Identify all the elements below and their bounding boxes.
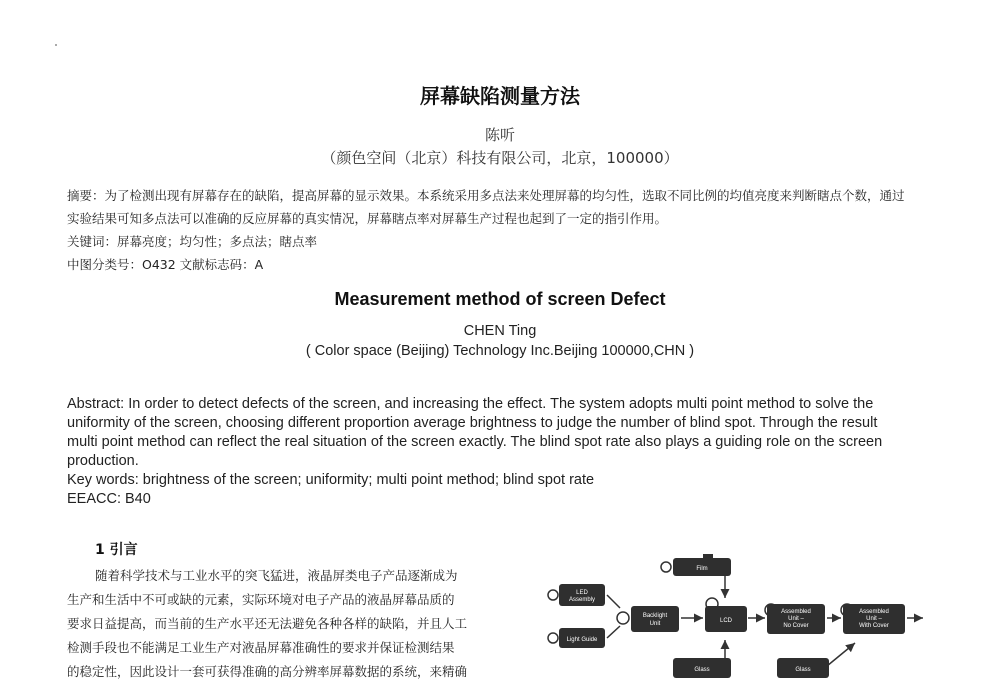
- diagram-node-glass-1: [673, 658, 731, 678]
- diagram-node-assembled-with-cover: [841, 604, 905, 634]
- glass-1-label: Glass: [694, 667, 710, 673]
- svg-text:Backlight: Backlight: [642, 613, 668, 619]
- svg-text:Unit –: Unit –: [788, 616, 804, 622]
- assembly-flow-diagram: [545, 548, 930, 681]
- english-title: Measurement method of screen Defect: [334, 289, 666, 309]
- english-abstract-line-1: Abstract: In order to detect defects of the screen, and increasing the effect. The system adopts multi point method to solve the: [67, 396, 874, 412]
- intro-line-5: 的稳定性，因此设计一套可获得准确的高分辨率屏幕数据的系统，来精确: [67, 664, 468, 679]
- english-abstract-line-4: production.: [67, 453, 139, 469]
- intro-line-3: 要求日益提高，而当前的生产水平还无法避免各种各样的缺陷，并且人工: [67, 616, 468, 631]
- scan-speck: [55, 44, 57, 46]
- film-label: Film: [696, 566, 708, 572]
- chinese-affiliation: （颜色空间（北京）科技有限公司，北京，100000）: [321, 149, 679, 167]
- english-author: CHEN Ting: [463, 323, 537, 339]
- intro-line-2: 生产和生活中不可或缺的元素，实际环境对电子产品的液晶屏幕品质的: [67, 592, 455, 607]
- diagram-node-light-guide: [548, 628, 605, 648]
- chinese-classification: 中图分类号：O432 文献标志码：A: [67, 257, 264, 272]
- intro-line-4: 检测手段也不能满足工业生产对液晶屏幕准确性的要求并保证检测结果: [67, 640, 455, 655]
- chinese-abstract-line-1: 摘要：为了检测出现有屏幕存在的缺陷，提高屏幕的显示效果。本系统采用多点法来处理屏幕的均匀性，选取不同比例的均值亮度来判断瞎点个数，通过: [67, 188, 905, 203]
- svg-text:Unit: Unit: [649, 621, 661, 627]
- svg-text:Assembly: Assembly: [568, 597, 596, 603]
- svg-text:Assembled: Assembled: [859, 609, 889, 615]
- diagram-node-film: [661, 554, 731, 576]
- english-keywords: Key words: brightness of the screen; uniformity; multi point method; blind spot rate: [67, 472, 595, 488]
- lcd-label: LCD: [719, 618, 733, 624]
- chinese-abstract-line-2: 实验结果可知多点法可以准确的反应屏幕的真实情况，屏幕瞎点率对屏幕生产过程也起到了一定的指引作用。: [67, 211, 668, 226]
- english-abstract-line-2: uniformity of the screen, choosing different proportion average brightness to judge the number of blind spot. Through the result: [67, 415, 878, 431]
- english-eeacc: EEACC: B40: [67, 491, 151, 507]
- english-affiliation: ( Color space (Beijing) Technology Inc.Beijing 100000,CHN ): [305, 343, 695, 359]
- svg-text:Assembled: Assembled: [781, 609, 811, 615]
- chinese-title: 屏幕缺陷测量方法: [420, 84, 580, 108]
- led-assembly-label: LED: [576, 590, 588, 596]
- diagram-node-backlight-unit: [617, 606, 679, 632]
- glass-2-label: Glass: [795, 667, 811, 673]
- english-abstract-line-3: multi point method can reflect the real situation of the screen exactly. The blind spot rate also plays a guiding role on the screen: [67, 434, 883, 450]
- chinese-keywords: 关键词：屏幕亮度；均匀性；多点法；瞎点率: [67, 234, 318, 249]
- svg-text:No Cover: No Cover: [783, 623, 809, 629]
- diagram-node-led-assembly: [548, 584, 605, 606]
- section-heading-introduction: 1 引言: [95, 542, 138, 558]
- chinese-author: 陈听: [484, 126, 515, 144]
- svg-text:With Cover: With Cover: [859, 623, 889, 629]
- intro-line-1: 随着科学技术与工业水平的突飞猛进，液晶屏类电子产品逐渐成为: [95, 568, 458, 583]
- svg-text:Unit –: Unit –: [866, 616, 882, 622]
- diagram-node-glass-2: [777, 658, 829, 678]
- diagram-node-lcd: [705, 598, 747, 632]
- light-guide-label: Light Guide: [566, 637, 598, 643]
- diagram-node-assembled-no-cover: [765, 604, 825, 634]
